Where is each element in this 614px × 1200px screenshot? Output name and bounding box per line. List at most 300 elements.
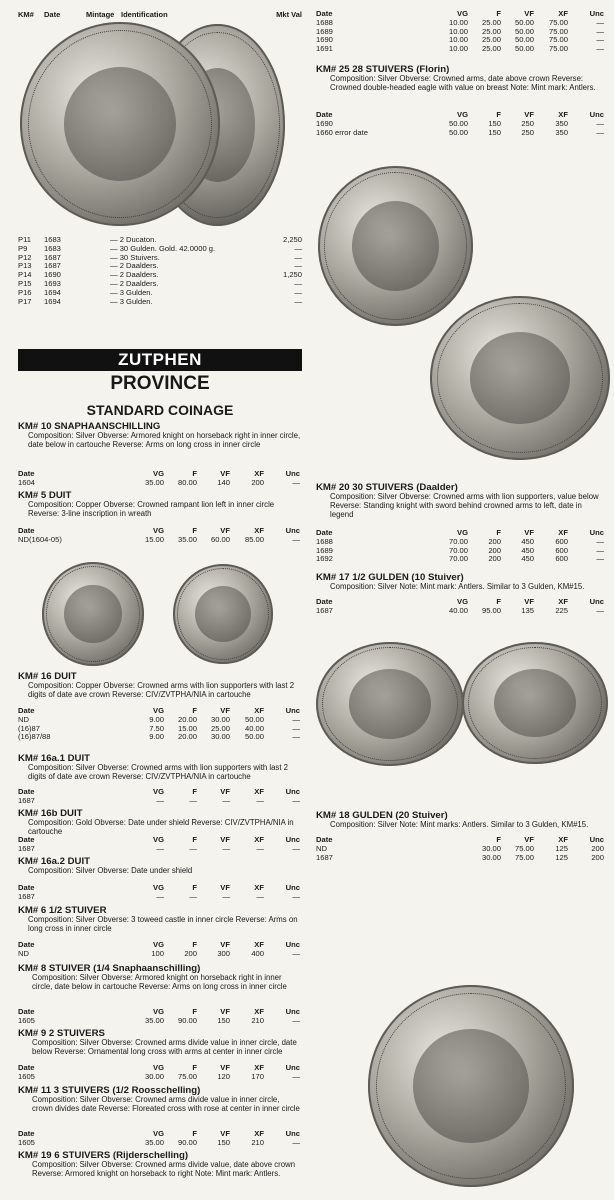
table-header-cell: Date [18,706,35,715]
table-cell: — [294,243,302,253]
table-cell: 1690 [316,118,333,128]
table-cell: 50.00 [514,26,534,36]
table-header-cell: VG [153,1129,164,1138]
table-row [18,479,302,488]
entry-km6 [18,907,302,934]
table-header-cell: Unc [589,110,604,119]
table-cell: 30.00 [210,732,230,742]
table-header-cell: F [192,883,197,892]
table-header-cell: F [192,787,197,796]
table-cell: 50.00 [244,714,264,724]
table-header-cell: VG [153,835,164,844]
header-identification: Identification [121,10,168,19]
table-cell: — [292,1137,300,1147]
table-header-cell: VG [153,1063,164,1072]
table-cell: — [596,127,604,137]
table-cell: — [189,795,197,805]
table-km20 [316,529,606,564]
entry-km8 [18,965,302,992]
entry-description: Composition: Silver Obverse: Crowned arms divide value in inner circle, crown divides date Reverse: Floreated cross with rose at center in inner circle [32,1094,300,1113]
table-km16b [18,836,302,854]
table-row [18,298,302,307]
column-header [18,10,302,20]
table-cell: 210 [251,1015,264,1025]
table-cell: — 2 Ducaton. [110,235,157,244]
entry-km20 [316,484,606,520]
table-km8 [18,1008,302,1026]
table-row [18,797,302,806]
table-header-cell: VG [153,787,164,796]
table-cell: 150 [488,127,501,137]
table-cell: — [189,843,197,853]
entry-description: Composition: Silver Obverse: Date under shield [28,865,193,875]
table-cell: P15 [18,278,32,288]
entry-description: Composition: Copper Obverse: Crowned rampant lion left in inner circle Reverse: 3-line inscription in wreath [28,499,275,518]
table-cell: 25.00 [481,17,501,27]
table-cell: 1604 [18,477,35,487]
table-header-cell: VG [457,110,468,119]
table-header-cell: VF [524,9,534,18]
table-cell: 1605 [18,1015,35,1025]
table-cell: 225 [555,605,568,615]
header-km: KM# [18,10,34,19]
table-cell: 600 [555,545,568,555]
table-header-cell: VF [220,526,230,535]
table-row [18,1139,302,1148]
table-cell: 1688 [316,17,333,27]
coin-image-halfgulden-obverse [316,642,464,766]
table-cell: 30.00 [144,1071,164,1081]
table-cell: 9.00 [149,714,164,724]
table-cell: 200 [488,536,501,546]
table-cell: 1,250 [282,270,302,280]
table-header-cell: F [192,526,197,535]
entry-description: Composition: Silver Obverse: 3 toweed castle in inner circle Reverse: Arms on long cross in inner circle [28,914,298,933]
table-row [18,1017,302,1026]
table-header-cell: XF [254,1007,264,1016]
table-cell: 1689 [316,26,333,36]
table-header-cell: VG [457,9,468,18]
table-cell: 1605 [18,1137,35,1147]
table-cell: — 2 Daalders. [110,278,159,288]
entry-km11 [18,1087,302,1114]
table-row [316,129,606,138]
entry-km25 [316,66,606,93]
entry-description: Composition: Silver Obverse: Crowned arms with lion supporters, value below Reverse: Standing knight with sword behind crowned arms to left, date in legend [330,491,599,519]
table-cell: ND [18,948,29,958]
table-cell: — [294,296,302,306]
table-cell: — [292,477,300,487]
entry-title: KM# 18 GULDEN (20 Stuiver) [316,810,448,821]
table-cell: 150 [217,1015,230,1025]
entry-km5 [18,492,302,519]
table-header-cell: Date [18,835,35,844]
entry-km16b [18,810,302,837]
table-header-cell: VF [524,597,534,606]
table-cell: — 2 Daalders. [110,270,159,280]
table-cell: — [292,843,300,853]
table-header-cell: VF [524,110,534,119]
table-header-cell: XF [254,706,264,715]
table-header-cell: XF [558,9,568,18]
table-header-cell: Unc [589,835,604,844]
table-cell: 1687 [44,261,61,271]
table-cell: 85.00 [244,534,264,544]
table-cell: 40.00 [244,723,264,733]
table-cell: 90.00 [177,1015,197,1025]
table-header-cell: VF [220,1063,230,1072]
table-cell: — [596,536,604,546]
table-cell: 75.00 [548,17,568,27]
table-cell: — [292,714,300,724]
table-cell: — [596,605,604,615]
table-header-cell: VF [220,883,230,892]
entry-description: Composition: Silver Obverse: Crowned arms divide value, date above crown Reverse: Armored knight on horseback to right Note: Mint mark: Antlers. [32,1159,296,1178]
table-cell: 125 [555,852,568,862]
table-cell: 1605 [18,1071,35,1081]
table-header-cell: Date [18,940,35,949]
table-header-cell: Unc [285,1063,300,1072]
table-cell: 100 [151,948,164,958]
table-cell: 50.00 [448,118,468,128]
table-row [316,607,606,616]
table-cell: 1693 [44,278,61,288]
table-header-cell: Date [316,110,333,119]
table-header-cell: F [496,835,501,844]
table-cell: 200 [488,545,501,555]
table-cell: 2,250 [282,235,302,244]
table-cell: 210 [251,1137,264,1147]
entry-title: KM# 25 28 STUIVERS (Florin) [316,64,450,75]
table-cell: P9 [18,243,28,253]
table-row [316,45,606,54]
table-header-cell: Unc [285,1129,300,1138]
table-row [18,893,302,902]
table-cell: — [156,843,164,853]
table-cell: 1692 [316,554,333,564]
entry-description: Composition: Silver Obverse: Crowned arms with lion supporters with last 2 digits of date ave crown Reverse: CIV/ZVTPHA/NIA in cartouche [28,762,288,781]
table-header-cell: VG [457,597,468,606]
table-cell: P14 [18,270,32,280]
entry-km17 [316,574,606,592]
table-cell: 350 [555,127,568,137]
entry-title: KM# 16 DUIT [18,671,77,682]
table-cell: 30.00 [210,714,230,724]
table-header-cell: Unc [589,9,604,18]
entry-description: Composition: Silver Note: Mint mark: Antlers. Similar to 3 Gulden, KM#15. [330,581,585,591]
table-cell: — 3 Gulden. [110,287,153,297]
table-cell: — 30 Stuivers. [110,252,160,262]
entry-title: KM# 9 2 STUIVERS [18,1028,105,1039]
table-cell: 10.00 [448,44,468,54]
table-header-cell: Unc [589,597,604,606]
table-cell: P11 [18,235,31,244]
table-km6 [18,941,302,959]
table-cell: 50.00 [448,127,468,137]
table-header-cell: F [496,110,501,119]
table-cell: — [596,554,604,564]
table-km9 [18,1064,302,1082]
table-cell: 15.00 [177,723,197,733]
table-cell: 60.00 [210,534,230,544]
entry-title: KM# 19 6 STUIVERS (Rijderschelling) [18,1150,189,1161]
entry-title: KM# 11 3 STUIVERS (1/2 Roosschelling) [18,1085,201,1096]
table-cell: — [294,278,302,288]
table-row [18,950,302,959]
table-cell: 1683 [44,243,61,253]
table-header-cell: XF [558,110,568,119]
entry-description: Composition: Silver Obverse: Armored knight on horseback right in inner circle, date below in cartouche Reverse: Arms on long cross in inner circle [32,972,287,991]
table-cell: 200 [591,843,604,853]
table-cell: 135 [521,605,534,615]
state-banner: ZUTPHEN [18,349,302,371]
table-cell: — 3 Gulden. [110,296,153,306]
table-header-cell: Date [316,835,333,844]
table-header-cell: F [192,1129,197,1138]
table-header-cell: XF [558,528,568,537]
entry-title: KM# 16a.2 DUIT [18,856,90,867]
entry-km18 [316,812,606,830]
table-row [316,555,606,564]
table-cell: 250 [521,118,534,128]
entry-title: KM# 16a.1 DUIT [18,753,90,764]
table-header-cell: XF [254,469,264,478]
table-cell: 150 [488,118,501,128]
table-header-cell: F [192,835,197,844]
table-cell: P13 [18,261,32,271]
entry-title: KM# 10 SNAPHAANSCHILLING [18,421,161,432]
table-cell: 9.00 [149,732,164,742]
table-cell: — [292,795,300,805]
table-header-cell: VG [153,883,164,892]
table-cell: — [596,118,604,128]
table-cell: 90.00 [177,1137,197,1147]
table-header-cell: VG [153,526,164,535]
table-cell: 20.00 [177,714,197,724]
table-cell: — 2 Daalders. [110,261,159,271]
table-cell: — [294,261,302,271]
table-cell: 50.00 [514,17,534,27]
table-header-cell: VF [524,528,534,537]
table-cell: 30.00 [481,852,501,862]
table-cell: 10.00 [448,17,468,27]
table-cell: — [596,44,604,54]
entry-title: KM# 20 30 STUIVERS (Daalder) [316,482,458,493]
table-cell: 25.00 [210,723,230,733]
table-header-cell: Date [18,469,35,478]
table-cell: 600 [555,536,568,546]
table-cell: — [222,843,230,853]
table-header-cell: Date [18,526,35,535]
entry-km16 [18,673,302,700]
table-header-cell: F [192,1007,197,1016]
table-header-cell: VG [457,528,468,537]
table-header-cell: F [192,706,197,715]
coin-image-duit-obverse [42,562,144,666]
entry-km16a2 [18,858,302,876]
province-heading: PROVINCE [110,373,210,394]
table-km18 [316,836,606,862]
table-cell: 80.00 [177,477,197,487]
table-cell: 70.00 [448,536,468,546]
table-cell: 40.00 [448,605,468,615]
coin-image-obverse [20,22,220,226]
table-row [18,536,302,545]
table-header-cell: VG [153,940,164,949]
table-cell: 1687 [316,605,333,615]
table-cell: — [294,287,302,297]
table-cell: 1690 [316,35,333,45]
table-cell: — [292,1071,300,1081]
table-cell: — [596,26,604,36]
table-cell: 35.00 [144,1137,164,1147]
table-header-cell: Date [18,1007,35,1016]
table-cell: 25.00 [481,44,501,54]
table-cell: — [256,843,264,853]
table-km16 [18,707,302,742]
table-cell: 75.00 [514,852,534,862]
table-row [18,845,302,854]
table-cell: — [256,795,264,805]
table-km5 [18,527,302,545]
coin-image-gulden [368,985,574,1187]
coin-image-duit-reverse [173,564,273,664]
table-km11 [18,1130,302,1148]
table-header-cell: XF [254,526,264,535]
table-cell: 400 [251,948,264,958]
table-cell: 200 [251,477,264,487]
table-header-cell: VF [220,706,230,715]
table-header-cell: F [496,528,501,537]
table-cell: — [596,35,604,45]
table-header-cell: Unc [589,528,604,537]
table-cell: 75.00 [548,35,568,45]
table-cell: ND [18,714,29,724]
entry-title: KM# 5 DUIT [18,490,72,501]
table-cell: 30.00 [481,843,501,853]
table-cell: 1683 [44,235,61,244]
table-km16a2 [18,884,302,902]
table-km25 [316,111,606,137]
table-cell: 10.00 [448,35,468,45]
table-header-cell: Unc [285,883,300,892]
coin-image-halfgulden-reverse [462,642,608,764]
table-cell: — [156,891,164,901]
table-cell: 25.00 [481,26,501,36]
entry-km16a1 [18,755,302,782]
table-cell: 75.00 [514,843,534,853]
table-cell: 7.50 [149,723,164,733]
table-cell: 200 [184,948,197,958]
table-cell: (16)87 [18,723,40,733]
table-header-cell: XF [254,835,264,844]
table-header-cell: VF [220,940,230,949]
table-header-cell: Unc [285,787,300,796]
table-cell: — [596,17,604,27]
table-cell: 50.00 [244,732,264,742]
table-cell: — [222,891,230,901]
table-cell: P17 [18,296,32,306]
table-cell: 350 [555,118,568,128]
table-cell: — 30 Gulden. Gold. 42.0000 g. [110,243,216,253]
entry-title: KM# 6 1/2 STUIVER [18,905,107,916]
entry-km9 [18,1030,302,1057]
entry-description: Composition: Silver Obverse: Crowned arms divide value in inner circle, date below Reverse: Ornamental long cross with arms at center in inner circle [32,1037,297,1056]
table-km16a1 [18,788,302,806]
table-cell: 170 [251,1071,264,1081]
table-cell: 1694 [44,296,61,306]
table-cell: 450 [521,536,534,546]
table-cell: 1660 error date [316,127,368,137]
table-cell: 15.00 [144,534,164,544]
table-header-cell: F [192,469,197,478]
table-km17 [316,598,606,616]
table-header-cell: Date [18,883,35,892]
table-cell: 35.00 [144,477,164,487]
table-header-cell: Unc [285,706,300,715]
table-header-cell: F [496,597,501,606]
table-cell: — [292,891,300,901]
table-header-cell: F [192,940,197,949]
table-header-cell: XF [254,1063,264,1072]
table-cell: ND(1604-05) [18,534,62,544]
entry-description: Composition: Silver Note: Mint marks: Antlers. Similar to 3 Gulden, KM#15. [330,819,589,829]
table-cell: 1687 [316,852,333,862]
entry-title: KM# 8 STUIVER (1/4 Snaphaanschilling) [18,963,201,974]
table-header-cell: F [496,9,501,18]
table-cell: — [596,545,604,555]
table-cell: 450 [521,545,534,555]
table-header-cell: XF [254,883,264,892]
table-header-cell: XF [254,787,264,796]
entry-description: Composition: Copper Obverse: Crowned arms with lion supporters with last 2 digits of date ave crown Reverse: CIV/ZVTPHA/NIA in cartouche [28,680,295,699]
entry-description: Composition: Silver Obverse: Crowned arms, date above crown Reverse: Crowned double-headed eagle with value on breast Note: Mint mark: Antlers. [330,73,596,92]
table-cell: 200 [591,852,604,862]
table-cell: 70.00 [448,545,468,555]
table-cell: 1694 [44,287,61,297]
table-cell: 125 [555,843,568,853]
table-header-cell: Date [316,597,333,606]
table-cell: — [189,891,197,901]
table-header-cell: VG [153,469,164,478]
table-row [18,1073,302,1082]
coinage-heading: STANDARD COINAGE [86,402,234,418]
table-header-cell: XF [558,835,568,844]
table-header-cell: Date [18,787,35,796]
table-cell: — [292,732,300,742]
table-continued [316,10,606,54]
entry-description: Composition: Silver Obverse: Armored knight on horseback right in inner circle, date below in cartouche Reverse: Arms on long cross in inner circle [28,430,301,449]
table-header-cell: Unc [285,1007,300,1016]
table-cell: (16)87/88 [18,732,51,742]
table-row [316,854,606,863]
table-header-cell: Unc [285,526,300,535]
table-header-cell: VF [220,469,230,478]
table-cell: 200 [488,554,501,564]
table-cell: — [256,891,264,901]
entry-description: Composition: Gold Obverse: Date under shield Reverse: CIV/ZVTPHA/NIA in cartouche [28,817,294,836]
table-header-cell: Unc [285,469,300,478]
entry-title: KM# 17 1/2 GULDEN (10 Stuiver) [316,572,464,583]
table-cell: — [156,795,164,805]
table-header-cell: VF [524,835,534,844]
table-cell: — [294,252,302,262]
table-cell: 1687 [44,252,61,262]
table-cell: 1691 [316,44,333,54]
entry-title: KM# 16b DUIT [18,808,83,819]
table-cell: — [222,795,230,805]
table-header-cell: VF [220,787,230,796]
